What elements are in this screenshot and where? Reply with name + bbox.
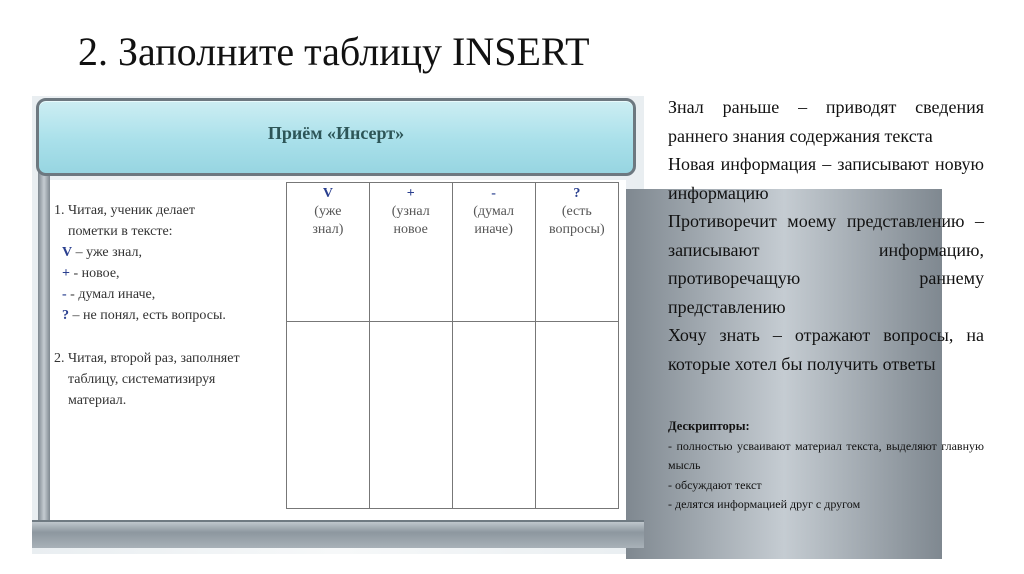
explanation-paragraph: Хочу знать – отражают вопросы, на которые хотел бы получить ответы: [668, 325, 984, 374]
column-header-new: + (узнал новое: [369, 183, 452, 322]
mark-item: V – уже знал,: [62, 245, 142, 260]
table-cell: [369, 322, 452, 509]
instruction-step2: 2. Читая, второй раз, заполняет: [54, 351, 240, 366]
table-cell: [535, 322, 618, 509]
instruction-step2-cont: таблицу, систематизируя: [68, 372, 216, 387]
instruction-step1-cont: пометки в тексте:: [68, 224, 173, 239]
board-instructions: [54, 200, 294, 411]
descriptor-item: - делятся информацией друг с другом: [668, 497, 861, 511]
board-tray: [32, 520, 644, 548]
explanation-paragraph: Противоречит моему представлению – записывают информацию, противоречащую раннему представлению: [668, 211, 984, 317]
board-header: [36, 98, 636, 176]
column-header-knew: V (уже знал): [287, 183, 370, 322]
insert-table: [286, 182, 619, 509]
board-header-text: Приём «Инсерт»: [267, 123, 405, 143]
instruction-step2-cont: материал.: [68, 393, 127, 408]
descriptor-item: - полностью усваивают материал текста, выделяют главную мысль: [668, 438, 984, 472]
column-header-questions: ? (есть вопросы): [535, 183, 618, 322]
explanation-paragraph: Знал раньше – приводят сведения раннего знания содержания текста: [668, 97, 984, 146]
insert-board-image: [32, 96, 644, 554]
mark-item: - - думал иначе,: [62, 287, 156, 302]
table-row: [287, 322, 619, 509]
board-frame-left: [38, 156, 50, 526]
explanation-text: [668, 93, 984, 378]
table-header-row: [287, 183, 619, 322]
mark-item: ? – не понял, есть вопросы.: [62, 308, 226, 323]
column-header-thought-otherwise: - (думал иначе): [452, 183, 535, 322]
descriptors-heading: Дескрипторы:: [668, 419, 750, 433]
mark-item: + - новое,: [62, 266, 120, 281]
table-cell: [452, 322, 535, 509]
table-cell: [287, 322, 370, 509]
descriptors-block: [668, 417, 984, 515]
explanation-paragraph: Новая информация – записывают новую информацию: [668, 154, 984, 203]
slide-title: 2. Заполните таблицу INSERT: [78, 29, 590, 74]
instruction-step1: 1. Читая, ученик делает: [54, 203, 195, 218]
descriptor-item: - обсуждают текст: [668, 477, 762, 492]
